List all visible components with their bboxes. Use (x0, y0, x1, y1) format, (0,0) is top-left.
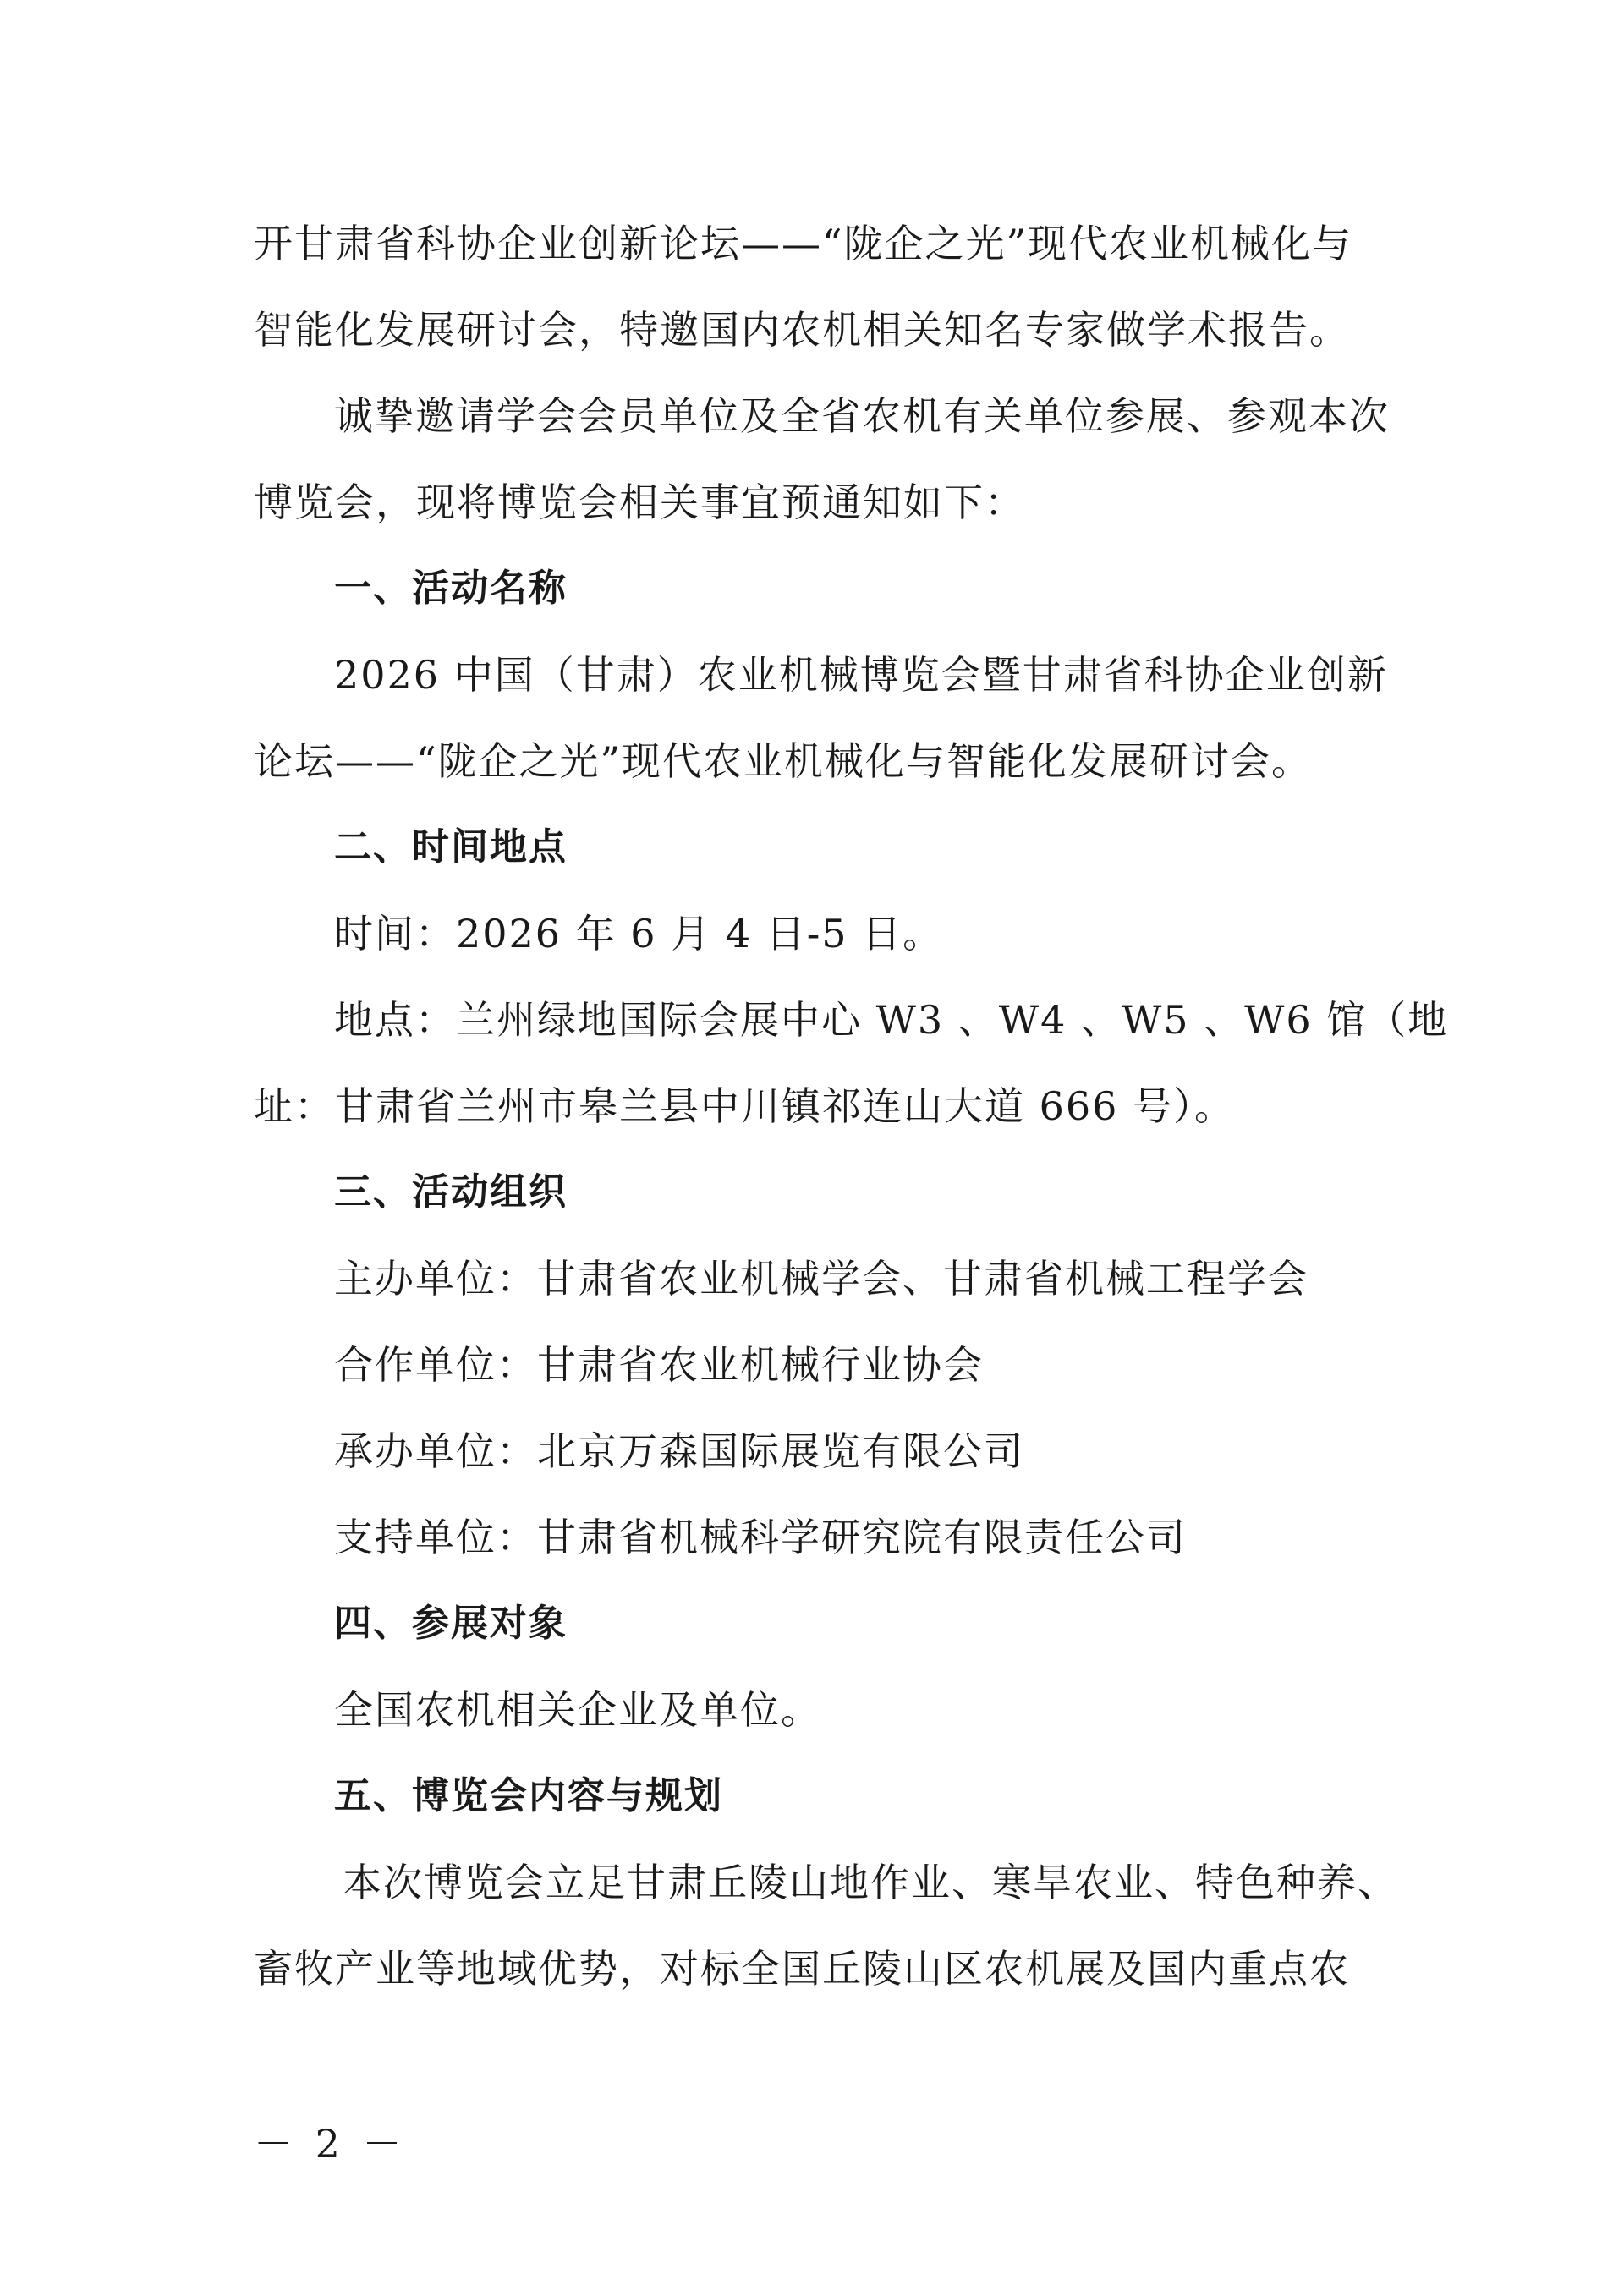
exhibitors-content: 全国农机相关企业及单位。 (334, 1687, 821, 1733)
event-place-line-2: 址：甘肃省兰州市皋兰县中川镇祁连山大道 666 号）。 (254, 1083, 1236, 1129)
supporting-unit: 支持单位：甘肃省机械科学研究院有限责任公司 (334, 1515, 1187, 1560)
section-heading-activity-name: 一、活动名称 (334, 567, 568, 610)
section-heading-exhibitors: 四、参展对象 (334, 1602, 568, 1645)
section-heading-content-planning: 五、博览会内容与规划 (334, 1774, 723, 1817)
intro-paragraph-line-2: 智能化发展研讨会，特邀国内农机相关知名专家做学术报告。 (254, 307, 1350, 353)
invitation-paragraph-line-1: 诚挚邀请学会会员单位及全省农机有关单位参展、参观本次 (334, 393, 1390, 439)
cooperating-unit: 合作单位：甘肃省农业机械行业协会 (334, 1342, 984, 1388)
activity-name-line-2: 论坛——“陇企之光”现代农业机械化与智能化发展研讨会。 (254, 738, 1313, 784)
invitation-paragraph-line-2: 博览会，现将博览会相关事宜预通知如下： (254, 479, 1025, 525)
activity-name-line-1: 2026 中国（甘肃）农业机械博览会暨甘肃省科协企业创新 (334, 652, 1388, 698)
planning-paragraph-line-1: 本次博览会立足甘肃丘陵山地作业、寒旱农业、特色种养、 (343, 1860, 1398, 1905)
section-heading-time-place: 二、时间地点 (334, 825, 568, 869)
planning-paragraph-line-2: 畜牧产业等地域优势，对标全国丘陵山区农机展及国内重点农 (254, 1946, 1350, 1992)
page-number: － 2 － (254, 2121, 407, 2167)
event-time: 时间：2026 年 6 月 4 日-5 日。 (334, 911, 944, 956)
organizing-unit: 承办单位：北京万森国际展览有限公司 (334, 1428, 1024, 1474)
intro-paragraph-line-1: 开甘肃省科协企业创新论坛——“陇企之光”现代农业机械化与 (254, 221, 1353, 266)
event-place-line-1: 地点：兰州绿地国际会展中心 W3 、W4 、W5 、W6 馆（地 (334, 997, 1449, 1043)
host-units: 主办单位：甘肃省农业机械学会、甘肃省机械工程学会 (334, 1256, 1309, 1301)
section-heading-organization: 三、活动组织 (334, 1170, 568, 1214)
